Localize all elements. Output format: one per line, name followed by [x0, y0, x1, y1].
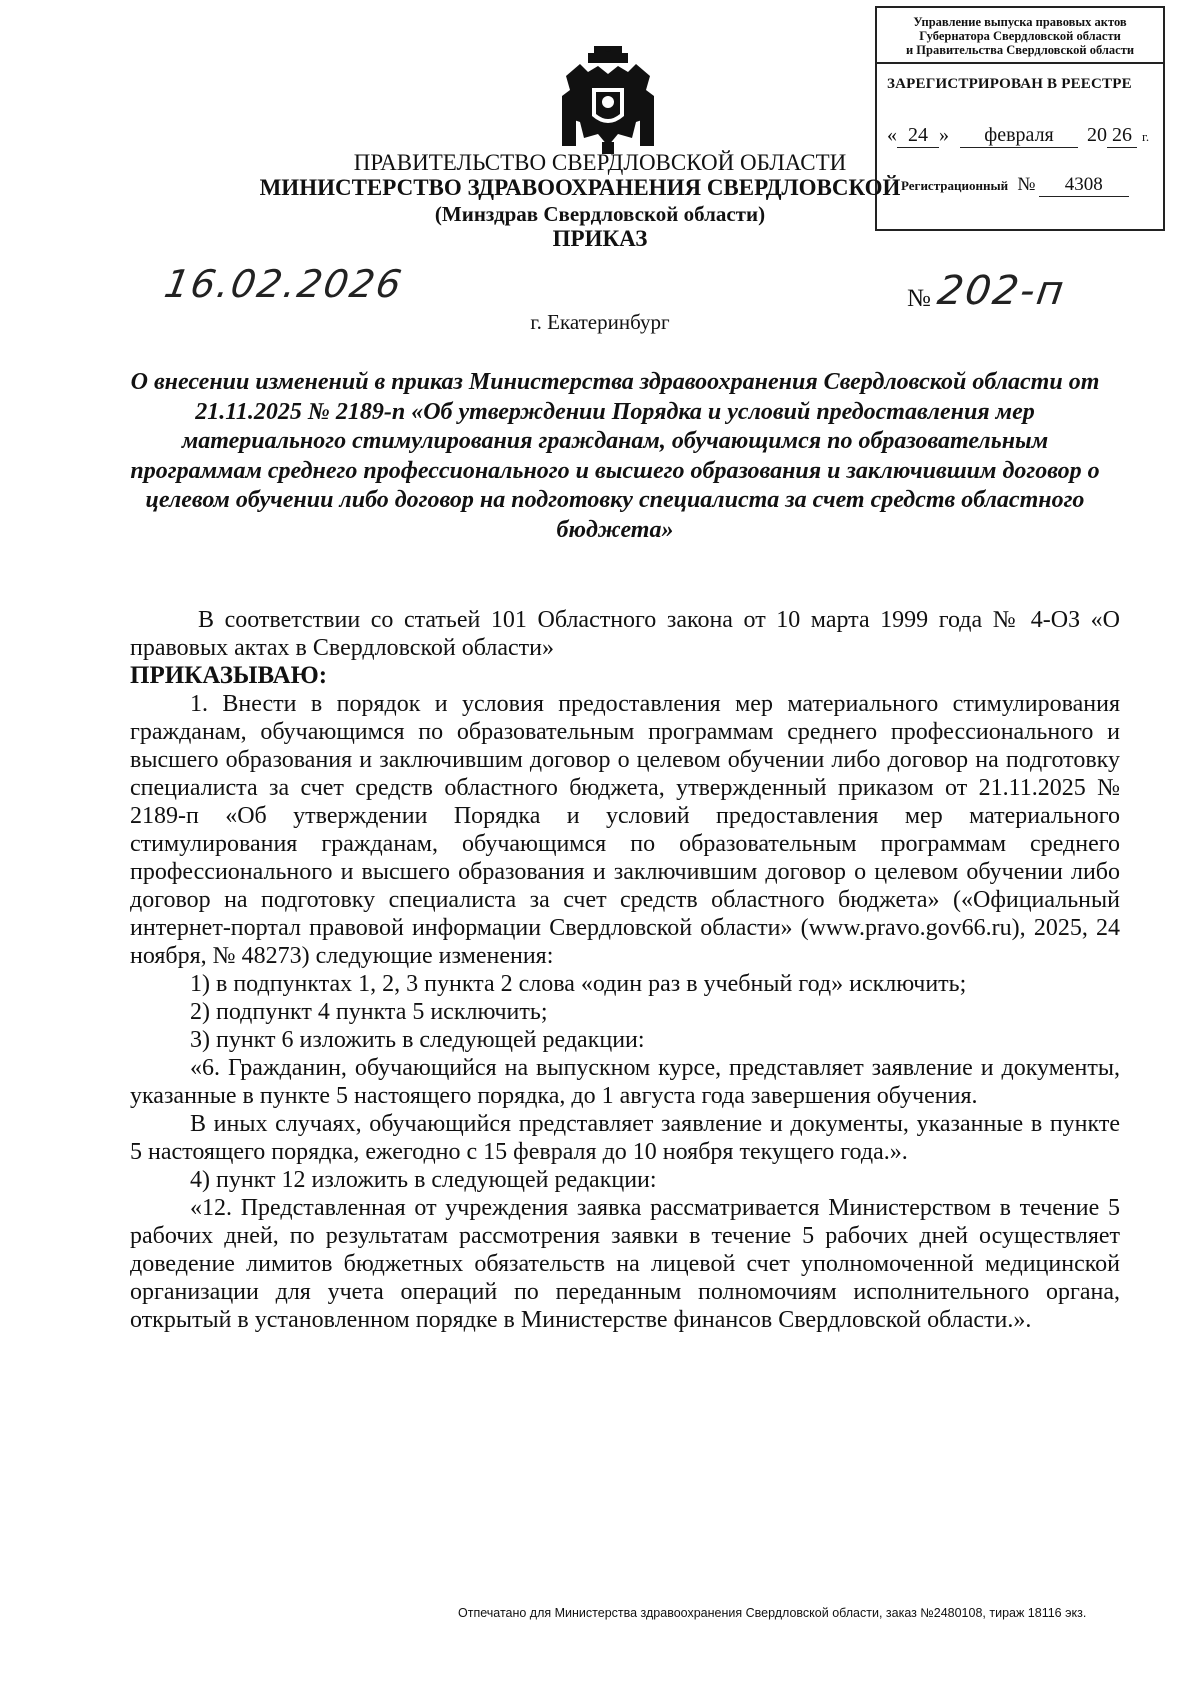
subitem-3: 3) пункт 6 изложить в следующей редакции:	[190, 1027, 645, 1053]
quote-point-6-part-1: «6. Гражданин, обучающийся на выпускном курсе, представляет заявление и документы, указанные в пункте 5 настоящего порядка, до 1 августа года завершения обучения.	[130, 1055, 1120, 1109]
ministry-short-name: (Минздрав Свердловской области)	[434, 202, 766, 226]
handwritten-date: 16.02.2026	[161, 262, 407, 306]
stamp-year-unit: г.	[1142, 129, 1150, 144]
coat-of-arms-emblem	[558, 46, 658, 154]
stamp-year-suffix: 26	[1107, 124, 1137, 148]
order-word: ПРИКАЗЫВАЮ:	[130, 662, 328, 689]
stamp-close-quote: »	[939, 124, 949, 146]
print-footer: Отпечатано для Министерства здравоохранения Свердловской области, заказ №2480108, тираж 18116 экз.	[458, 1606, 1087, 1620]
preamble: В соответствии со статьей 101 Областного закона от 10 марта 1999 года № 4-ОЗ «О правовых актах в Свердловской области»	[130, 607, 1120, 661]
stamp-header	[877, 8, 1163, 64]
stamp-reg-number: 4308	[1039, 174, 1129, 197]
city: г. Екатеринбург	[530, 310, 670, 334]
subitem-2: 2) подпункт 4 пункта 5 исключить;	[190, 999, 548, 1025]
handwritten-order-number: 202-п	[934, 268, 1069, 314]
subitem-4: 4) пункт 12 изложить в следующей редакции:	[190, 1167, 657, 1193]
document-title: О внесении изменений в приказ Министерства здравоохранения Свердловской области от 21.11.2025 № 2189-п «Об утверждении Порядка и условий предоставления мер материального стимулирования гражданам, обучающимся по образовательным программам среднего профессионального и высшего образования и заключившим договор о целевом обучении либо договор на подготовку специалиста за счет средств областного бюджета»	[130, 369, 1100, 543]
stamp-month: февраля	[960, 124, 1078, 148]
government-name: ПРАВИТЕЛЬСТВО СВЕРДЛОВСКОЙ ОБЛАСТИ	[353, 150, 847, 175]
stamp-header-line: Управление выпуска правовых актов	[913, 15, 1127, 29]
document-body	[130, 606, 1120, 1334]
quote-point-6-part-2: В иных случаях, обучающийся представляет заявление и документы, указанные в пункте 5 настоящего порядка, ежегодно с 15 февраля до 10 ноября текущего года.».	[130, 1111, 1120, 1165]
order-number-sign: №	[907, 285, 931, 312]
stamp-header-line: и Правительства Свердловской области	[905, 43, 1135, 57]
ministry-name: МИНИСТЕРСТВО ЗДРАВООХРАНЕНИЯ СВЕРДЛОВСКОЙ	[259, 175, 901, 200]
document-type: ПРИКАЗ	[552, 226, 648, 251]
stamp-num-sign: №	[1017, 174, 1036, 195]
stamp-reg-label: Регистрационный	[901, 178, 1009, 193]
stamp-day: 24	[897, 124, 939, 148]
quote-point-12: «12. Представленная от учреждения заявка рассматривается Министерством в течение 5 рабочих дней, по результатам рассмотрения заявки в течение 5 рабочих дней осуществляет доведение лимитов бюджетных обязательств на лицевой счет уполномоченной медицинской организации для учета операций по переданным полномочиям исполнительного органа, открытый в установленном порядке в Министерстве финансов Свердловской области.».	[130, 1195, 1120, 1333]
stamp-open-quote: «	[887, 124, 897, 146]
stamp-date	[887, 124, 1167, 148]
stamp-registered-label: ЗАРЕГИСТРИРОВАН В РЕЕСТРЕ	[887, 76, 1132, 92]
item-1: 1. Внести в порядок и условия предоставления мер материального стимулирования гражданам, обучающимся по образовательным программам среднего профессионального и высшего образования и заключившим договор о целевом обучении либо договор на подготовку специалиста за счет средств областного бюджета, утвержденный приказом от 21.11.2025 № 2189-п «Об утверждении Порядка и условий предоставления мер материального стимулирования гражданам, обучающимся по образовательным программам среднего профессионального и высшего образования и заключившим договор о целевом обучении либо договор на подготовку специалиста за счет средств областного бюджета» («Официальный интернет-портал правовой информации Свердловской области» (www.pravo.gov66.ru), 2025, 24 ноября, № 48273) следующие изменения:	[130, 691, 1120, 969]
stamp-year-prefix: 20	[1087, 124, 1107, 146]
subitem-1: 1) в подпунктах 1, 2, 3 пункта 2 слова «один раз в учебный год» исключить;	[190, 971, 967, 997]
stamp-header-line: Губернатора Свердловской области	[919, 29, 1121, 43]
